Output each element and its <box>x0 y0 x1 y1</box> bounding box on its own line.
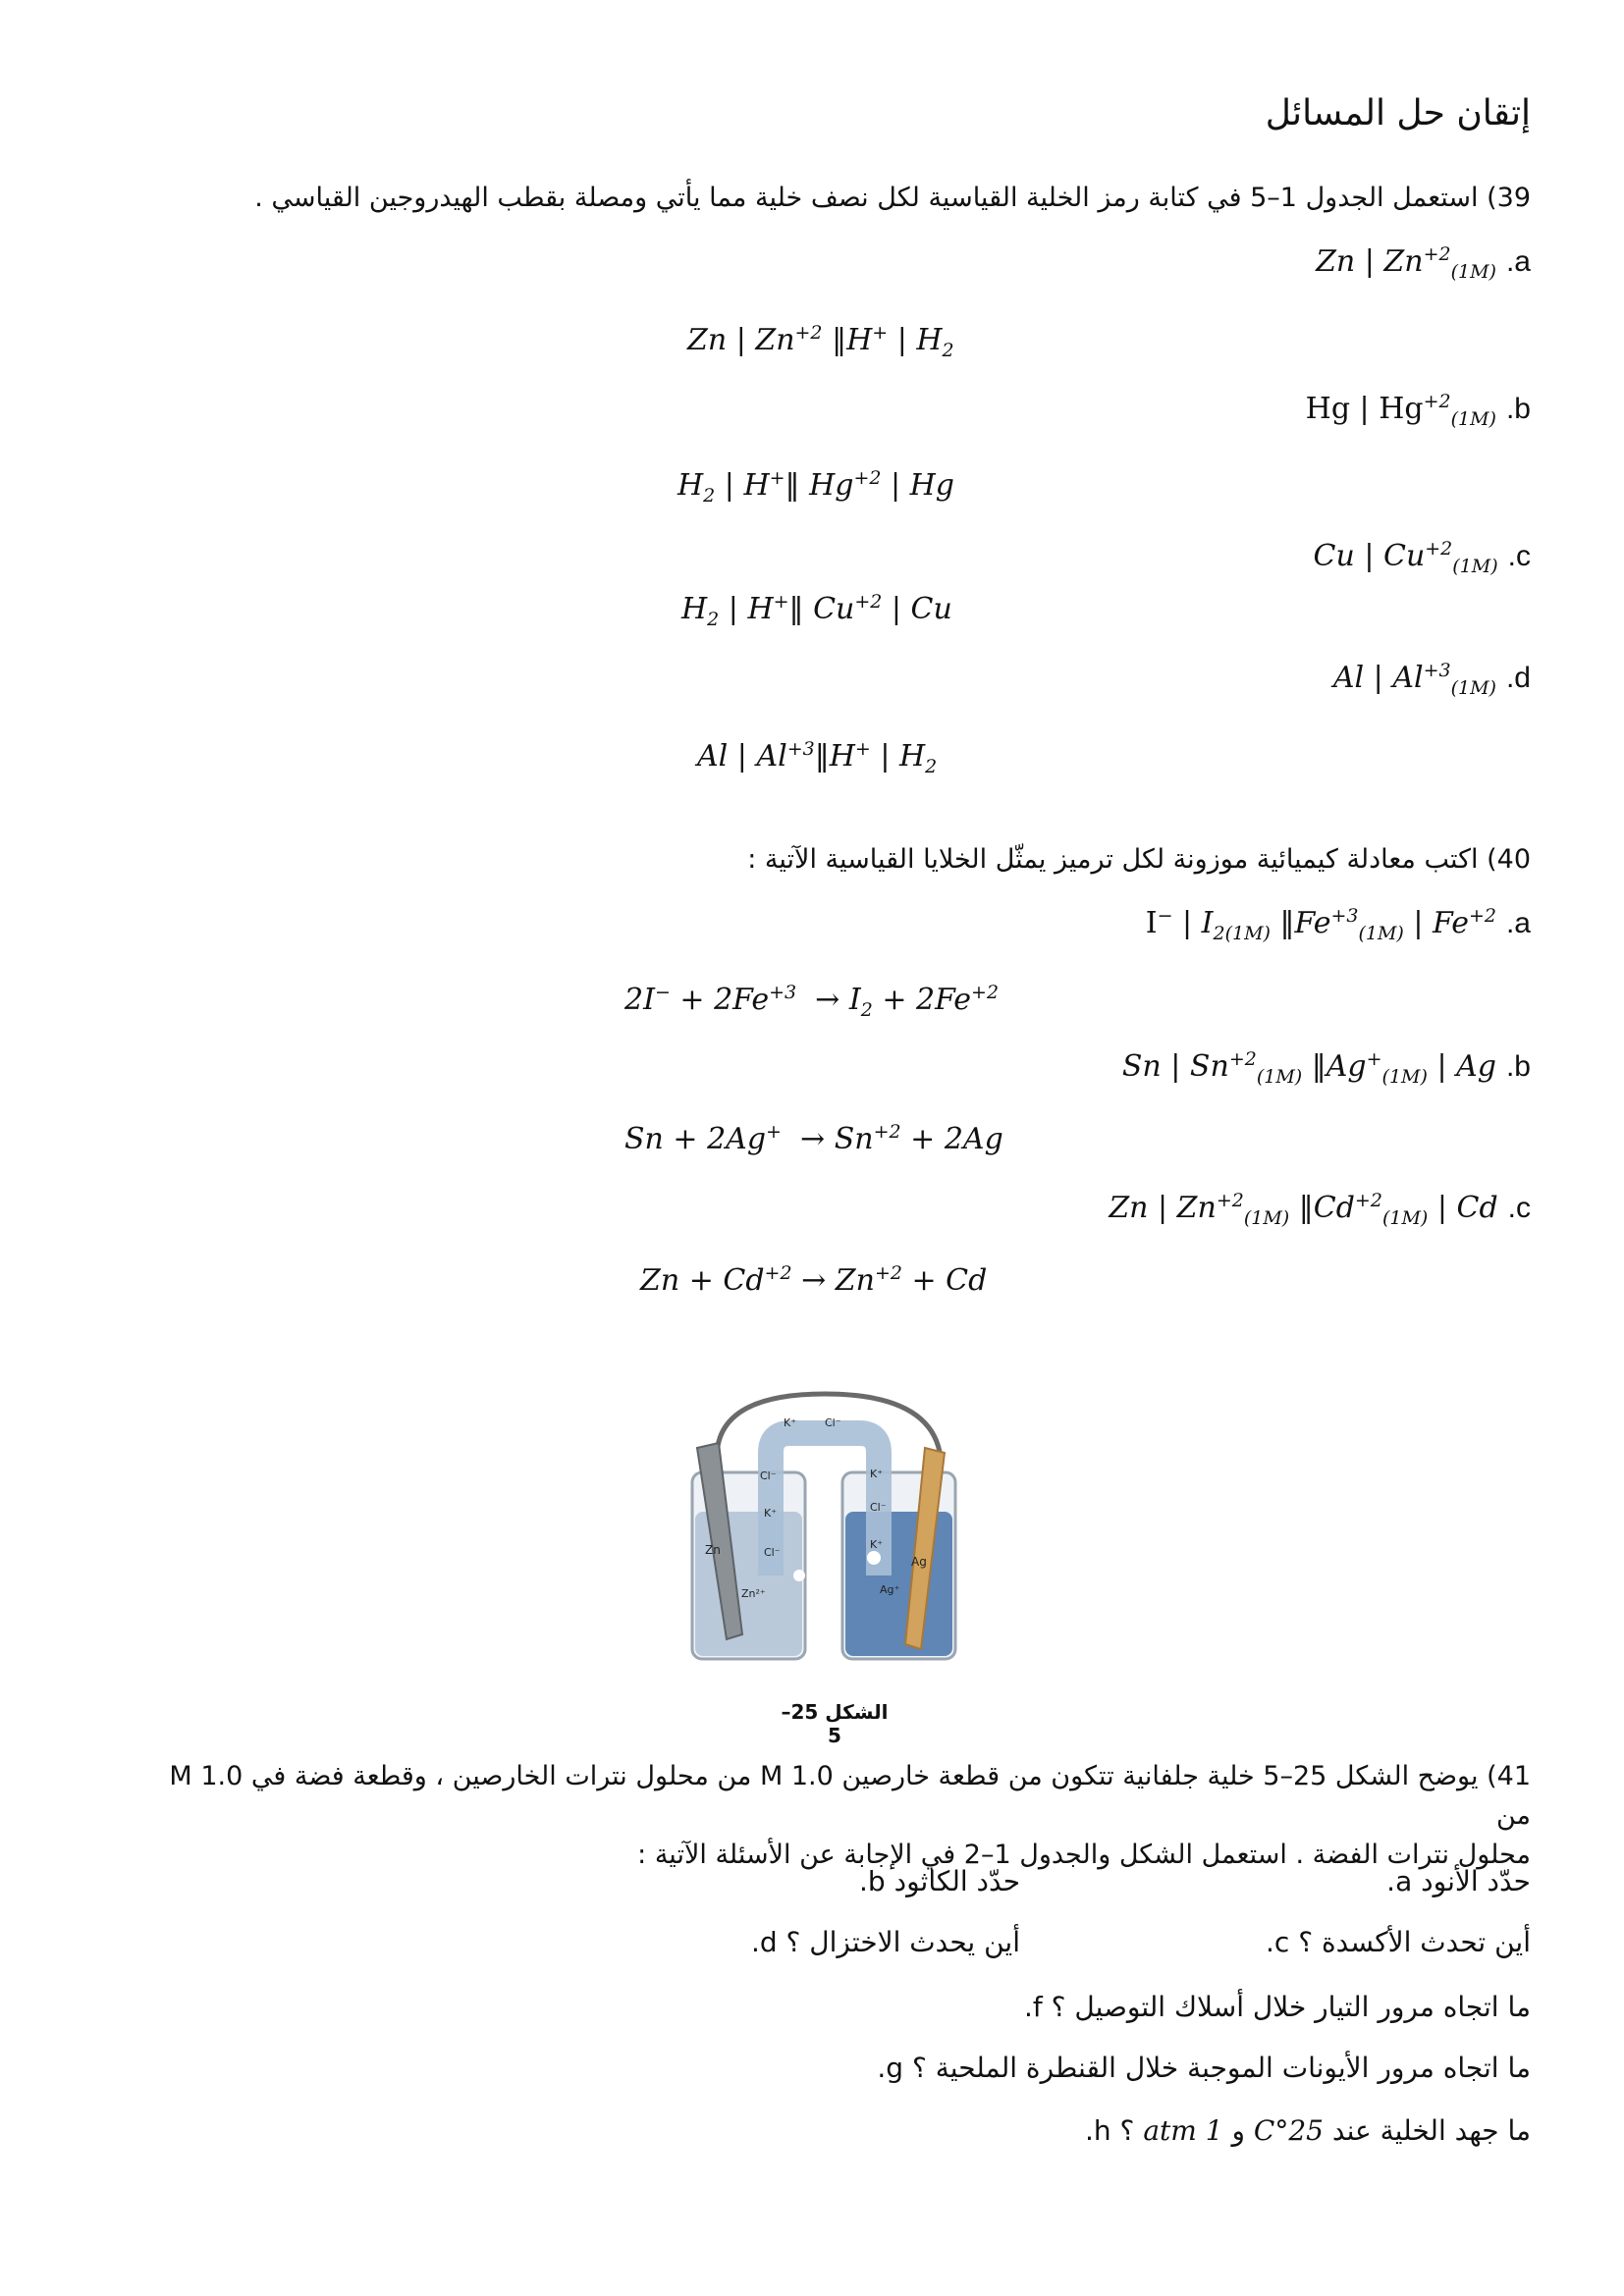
q41-item-c <box>1236 1926 1531 1958</box>
label-k-right: K⁺ <box>870 1468 884 1480</box>
q39-item-c-cell: Cu | $Cu^{+2}_{(1M)}$ .c <box>1313 538 1531 577</box>
pressure-value: 1 atm <box>1143 2114 1223 2147</box>
label-cl-top: Cl⁻ <box>825 1416 841 1429</box>
q40-item-b-cell: Sn | $Sn^{+2}_{(1M)}$ $‖Ag^+_{(1M)}$ | Ag .b <box>1121 1048 1531 1088</box>
q40-item-c-cell: Zn | $Zn^{+2}_{(1M)}$ $‖Cd^{+2}_{(1M)}$ | Cd .c <box>1109 1190 1531 1229</box>
item-label: .d <box>1505 662 1531 694</box>
q39-answer-a: Zn | $Zn^{+2}$ ‖H+ | $H_2$ <box>687 322 954 361</box>
question-text: اكتب معادلة كيميائية موزونة لكل ترميز يمثّل الخلايا القياسية الآتية : <box>747 844 1479 875</box>
galvanic-cell-illustration <box>677 1379 972 1693</box>
item-label: h. <box>1084 2114 1111 2147</box>
q41-item-h <box>745 2114 1531 2147</box>
q40-answer-a: $2I^- + 2Fe^{+3} \to I_2 + 2Fe^{+2}$ <box>624 982 1000 1021</box>
item-label: .b <box>1505 1050 1531 1083</box>
question-number: 41) <box>1487 1761 1531 1791</box>
question-number: 40) <box>1487 844 1531 875</box>
galvanic-cell-figure <box>677 1379 972 1693</box>
item-text: أين تحدث الأكسدة ؟ <box>1298 1926 1531 1958</box>
q41-item-g <box>745 2052 1531 2084</box>
question-40 <box>137 836 1531 883</box>
question-mark: ؟ <box>1119 2114 1135 2147</box>
q39-answer-c: $H_2$ | H+‖ $Cu^{+2}$ | Cu <box>681 591 952 630</box>
question-39 <box>137 175 1531 222</box>
q41-item-f <box>745 1991 1531 2023</box>
q41-item-a <box>1295 1865 1531 1897</box>
q39-item-a-cell: Zn | $Zn^{+2}_{(1M)}$ .a <box>1316 243 1531 283</box>
item-label: .b <box>1505 393 1531 425</box>
q41-item-b <box>627 1865 1020 1897</box>
item-label: .a <box>1505 245 1531 278</box>
item-text: ما اتجاه مرور التيار خلال أسلاك التوصيل ؟ <box>1051 1991 1531 2023</box>
label-zn: Zn <box>705 1543 721 1557</box>
item-text: حدّد الكاثود <box>893 1865 1020 1897</box>
label-k-left: K⁺ <box>764 1507 778 1520</box>
item-label: .a <box>1505 907 1531 939</box>
q39-answer-d: Al | $Al^{+3}‖H^+$ | $H_2$ <box>697 738 938 777</box>
label-cl-right: Cl⁻ <box>870 1501 887 1514</box>
question-text: يوضح الشكل 25–5 خلية جلفانية تتكون من قطعة خارصين 1.0 M من محلول نترات الخارصين ، وقطعة فضة في 1.0 M من <box>169 1761 1531 1831</box>
q41-item-d <box>627 1926 1020 1958</box>
question-41-line2: محلول نترات الفضة . استعمل الشكل والجدول 1–2 في الإجابة عن الأسئلة الآتية : <box>637 1840 1531 1870</box>
label-ag: Ag <box>911 1555 927 1569</box>
label-cl-left-2: Cl⁻ <box>764 1546 781 1559</box>
item-label: a. <box>1386 1865 1413 1897</box>
page-title: إتقان حل المسائل <box>1265 93 1531 133</box>
question-41 <box>137 1757 1531 1875</box>
item-text: حدّد الأنود <box>1421 1865 1531 1897</box>
item-text: ما جهد الخلية عند <box>1331 2114 1531 2147</box>
q40-item-a-cell: I− | $I_{2(1M)}$ $‖Fe^{+3}_{(1M)}$ | $Fe^{+2}$ .a <box>1145 905 1531 944</box>
label-cl-left: Cl⁻ <box>760 1469 777 1482</box>
conjunction: و <box>1231 2114 1245 2147</box>
item-label: g. <box>877 2052 904 2084</box>
ion-dot <box>867 1551 881 1565</box>
item-label: d. <box>750 1926 778 1958</box>
item-label: b. <box>859 1865 886 1897</box>
q39-answer-b: $H_2$ | H+‖ $Hg^{+2}$ | Hg <box>677 467 954 507</box>
question-text: استعمل الجدول 1–5 في كتابة رمز الخلية القياسية لكل نصف خلية مما يأتي ومصلة بقطب الهيدروجين القياسي . <box>254 183 1479 213</box>
q40-answer-c: $Zn + Cd^{+2} \to Zn^{+2} + Cd$ <box>640 1262 988 1298</box>
label-k-right-2: K⁺ <box>870 1538 884 1551</box>
item-label: .c <box>1507 1192 1531 1224</box>
q40-answer-b: $Sn + 2Ag^+ \to Sn^{+2} + 2Ag$ <box>624 1121 1003 1156</box>
q39-item-b-cell: Hg | $Hg^{+2}_{(1M)}$ .b <box>1305 391 1531 430</box>
label-ag-ion: Ag⁺ <box>880 1583 900 1596</box>
ion-dot <box>793 1570 805 1581</box>
question-41-line1 <box>137 1757 1531 1836</box>
q39-item-d-cell: Al | $Al^{+3}_{(1M)}$ .d <box>1332 660 1531 699</box>
item-text: ما اتجاه مرور الأيونات الموجبة خلال القنطرة الملحية ؟ <box>911 2052 1531 2084</box>
figure-caption: الشكل 25–5 <box>781 1700 889 1747</box>
item-label: c. <box>1265 1926 1290 1958</box>
item-label: f. <box>1023 1991 1043 2023</box>
label-k-top: K⁺ <box>784 1416 797 1429</box>
question-number: 39) <box>1487 183 1531 213</box>
item-label: .c <box>1507 540 1531 572</box>
temperature-value: 25°C <box>1253 2114 1324 2147</box>
label-zn-ion: Zn²⁺ <box>741 1587 766 1600</box>
item-text: أين يحدث الاختزال ؟ <box>785 1926 1020 1958</box>
